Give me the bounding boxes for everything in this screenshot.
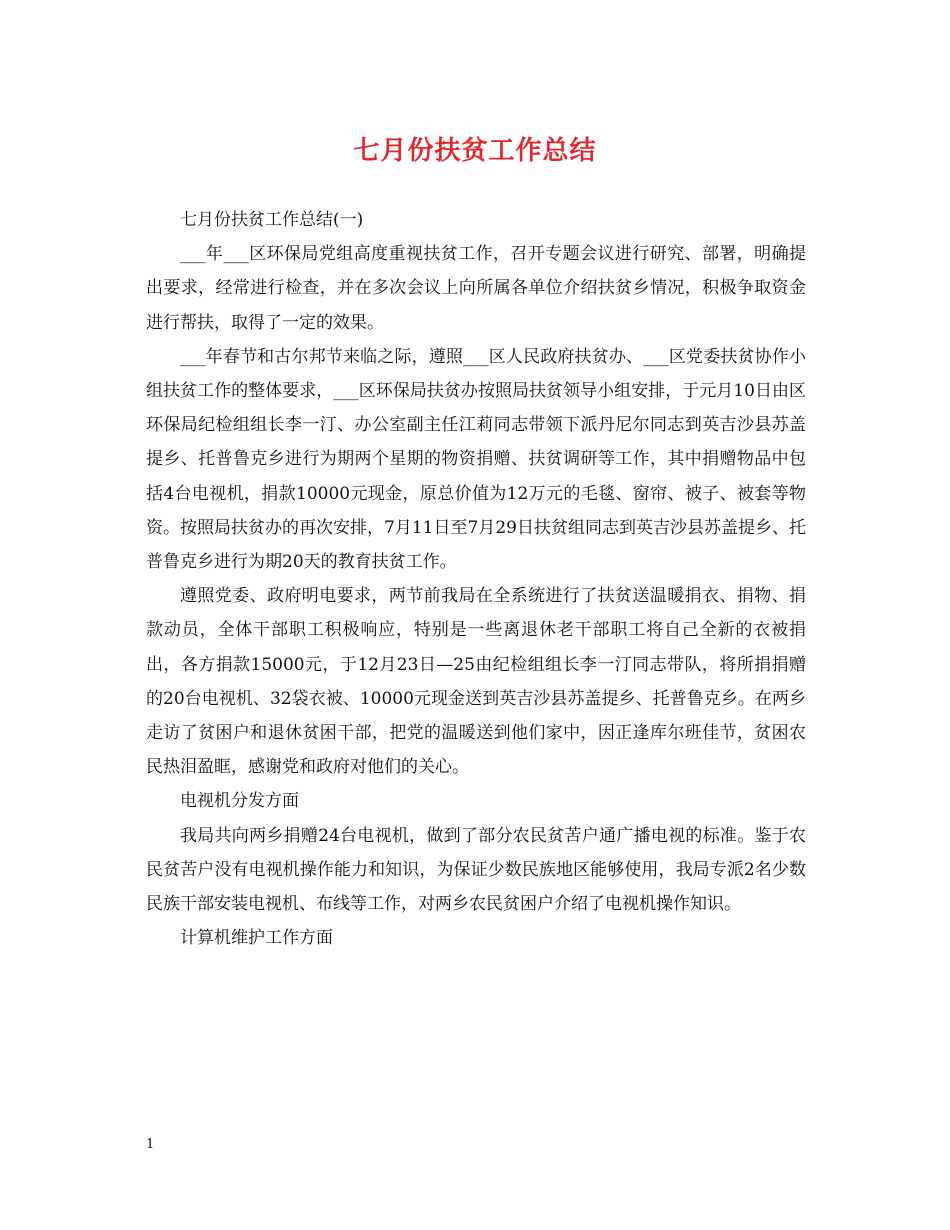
- document-body: [146, 203, 806, 955]
- body-paragraph: 遵照党委、政府明电要求，两节前我局在全系统进行了扶贫送温暖捐衣、捐物、捐款动员，全体干部职工积极响应，特别是一些离退休老干部职工将自己全新的衣被捐出，各方捐款15000元，于12月23日—25由纪检组组长李一汀同志带队，将所捐捐赠的20台电视机、32袋衣被、10000元现金送到英吉沙县苏盖提乡、托普鲁克乡。在两乡走访了贫困户和退休贫困干部，把党的温暖送到他们家中，因正逢库尔班佳节，贫困农民热泪盈眶，感谢党和政府对他们的关心。: [146, 586, 806, 778]
- section-heading: 电视机分发方面: [180, 791, 299, 812]
- subtitle-paragraph: 七月份扶贫工作总结(一): [180, 210, 364, 230]
- body-paragraph: ___年___区环保局党组高度重视扶贫工作，召开专题会议进行研究、部署，明确提出要求，经常进行检查，并在多次会议上向所属各单位介绍扶贫乡情况，积极争取资金进行帮扶，取得了一定的效果。: [146, 244, 806, 333]
- body-paragraph: 我局共向两乡捐赠24台电视机，做到了部分农民贫苦户通广播电视的标准。鉴于农民贫苦户没有电视机操作能力和知识，为保证少数民族地区能够使用，我局专派2名少数民族干部安装电视机、布线等工作，对两乡农民贫困户介绍了电视机操作知识。: [146, 825, 806, 915]
- body-paragraph: ___年春节和古尔邦节来临之际，遵照___区人民政府扶贫办、___区党委扶贫协作小组扶贫工作的整体要求，___区环保局扶贫办按照局扶贫领导小组安排，于元月10日由区环保局纪检组组长李一汀、办公室副主任江莉同志带领下派丹尼尔同志到英吉沙县苏盖提乡、托普鲁克乡进行为期两个星期的物资捐赠、扶贫调研等工作，其中捐赠物品中包括4台电视机，捐款10000元现金，原总价值为12万元的毛毯、窗帘、被子、被套等物资。按照局扶贫办的再次安排，7月11日至7月29日扶贫组同志到英吉沙县苏盖提乡、托普鲁克乡进行为期20天的教育扶贫工作。: [146, 346, 806, 573]
- section-heading: 计算机维护工作方面: [180, 928, 333, 949]
- document-title: 七月份扶贫工作总结: [353, 136, 597, 166]
- page-number: 1: [146, 1137, 155, 1152]
